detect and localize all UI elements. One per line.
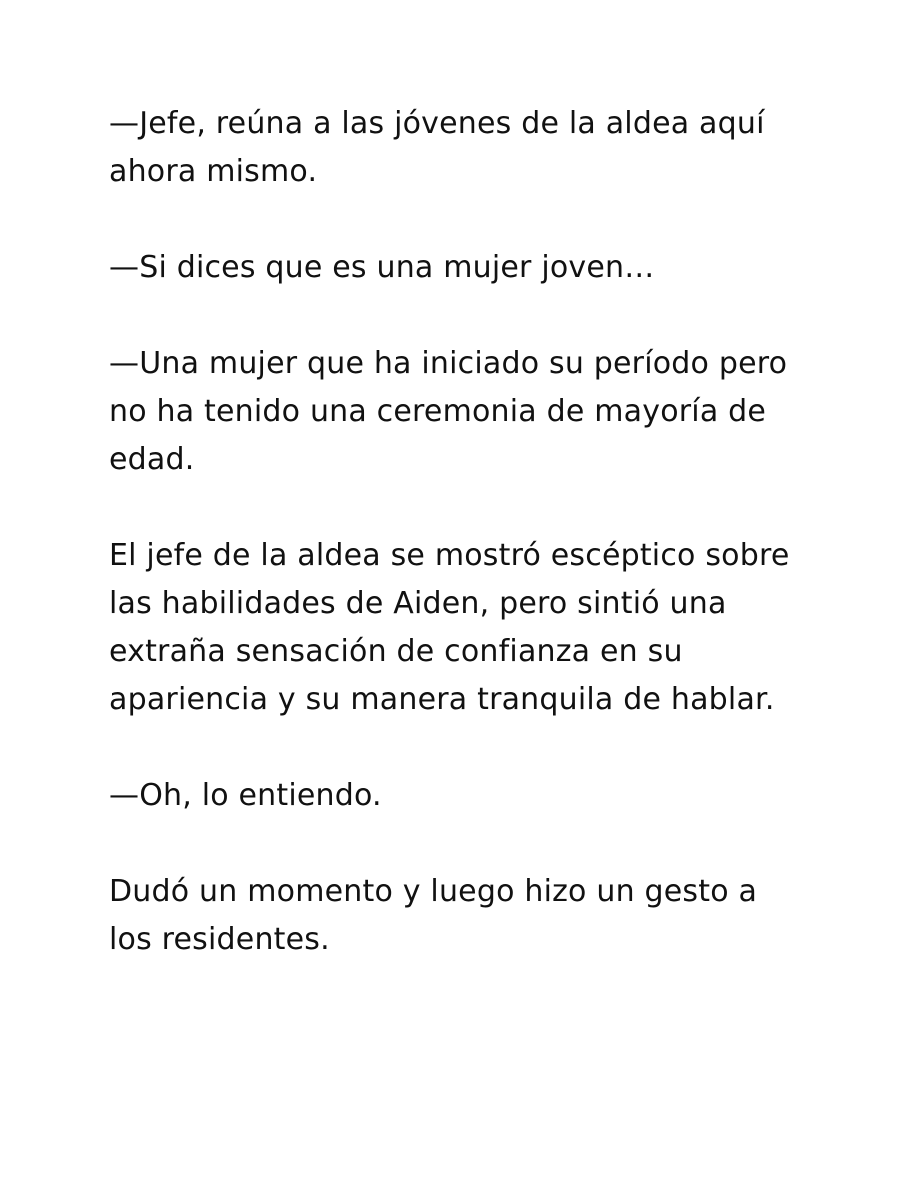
dialogue-paragraph: —Una mujer que ha iniciado su período pero no ha tenido una ceremonia de mayoría de edad. — [109, 346, 788, 477]
dialogue-paragraph: —Si dices que es una mujer joven… — [109, 250, 655, 285]
dialogue-paragraph: —Jefe, reúna a las jóvenes de la aldea aquí ahora mismo. — [109, 106, 765, 189]
narration-paragraph: Dudó un momento y luego hizo un gesto a los residentes. — [109, 874, 758, 957]
story-text — [109, 100, 809, 964]
dialogue-paragraph: —Oh, lo entiendo. — [109, 778, 382, 813]
narration-paragraph: El jefe de la aldea se mostró escéptico sobre las habilidades de Aiden, pero sintió una extraña sensación de confianza en su apariencia y su manera tranquila de hablar. — [109, 538, 790, 717]
